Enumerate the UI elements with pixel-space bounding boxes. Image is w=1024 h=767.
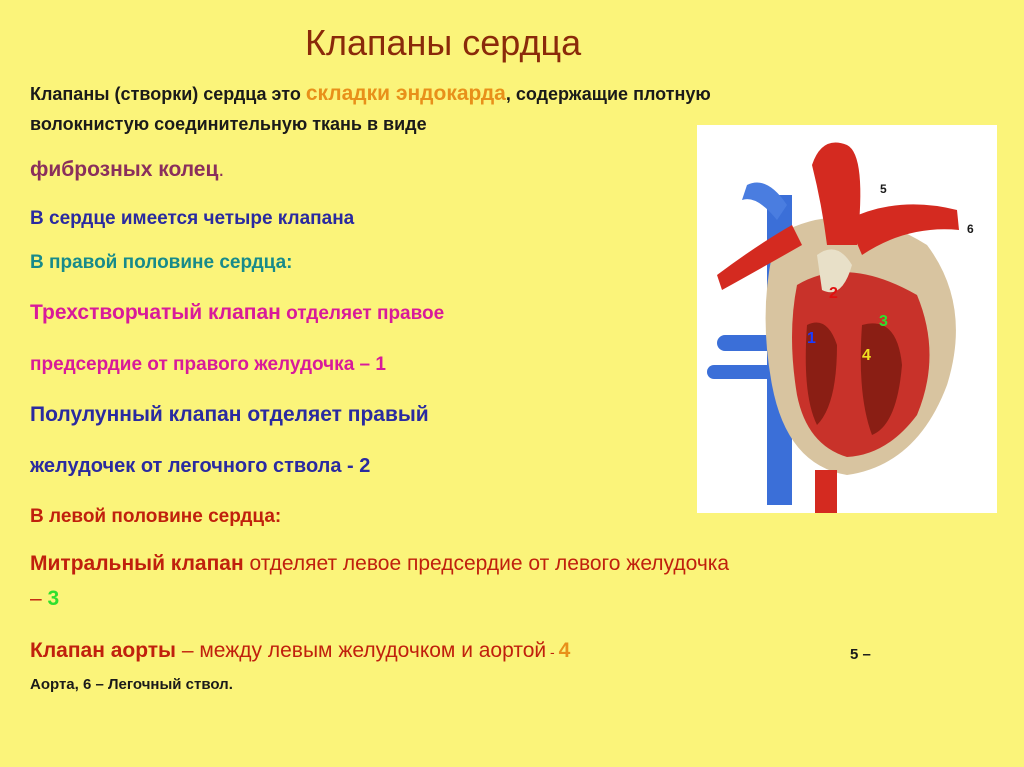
heart-drawing xyxy=(697,125,997,513)
page-title: Клапаны сердца xyxy=(305,22,582,63)
mitral-name: Митральный клапан xyxy=(30,552,244,575)
figure-label-1: 1 xyxy=(807,330,816,347)
note-end: Аорта, 6 – Легочный ствол. xyxy=(30,676,233,693)
mitral-number: 3 xyxy=(47,587,60,610)
intro-text-b: , содержащие плотную xyxy=(505,84,711,104)
fibrous-rings xyxy=(30,158,224,182)
fibrous-text: фиброзных колец xyxy=(30,158,219,181)
four-valves-text: В сердце имеется четыре клапана xyxy=(30,208,355,229)
intro-line-2: волокнистую соединительную ткань в виде xyxy=(30,114,427,134)
figure-label-3: 3 xyxy=(879,313,888,330)
aortic-rest: – между левым желудочком и аортой xyxy=(176,639,547,662)
descending-artery xyxy=(815,470,837,513)
figure-label-4: 4 xyxy=(862,347,871,364)
mitral-line-2 xyxy=(30,587,59,611)
fibrous-dot: . xyxy=(218,158,225,181)
mitral-dash: – xyxy=(30,587,48,610)
aortic-sep: - xyxy=(546,644,559,660)
semilunar-line-2: желудочек от легочного ствола - 2 xyxy=(30,455,371,477)
aortic-line-1 xyxy=(30,639,570,663)
tricuspid-line-2: предсердие от правого желудочка – 1 xyxy=(30,354,386,375)
figure-label-5: 5 xyxy=(880,182,887,196)
note-start: 5 – xyxy=(850,646,871,663)
intro-highlight: складки эндокарда xyxy=(305,82,506,105)
aortic-number: 4 xyxy=(558,639,571,662)
semilunar-line-1: Полулунный клапан отделяет правый xyxy=(30,403,429,426)
tricuspid-name: Трехстворчатый клапан xyxy=(30,301,281,324)
tricuspid-line-1 xyxy=(30,301,444,325)
vein-branch xyxy=(742,183,787,221)
figure-label-2: 2 xyxy=(829,285,838,302)
figure-label-6: 6 xyxy=(967,222,974,236)
left-half-heading: В левой половине сердца: xyxy=(30,506,282,527)
heart-illustration xyxy=(697,125,997,513)
tricuspid-rest: отделяет правое xyxy=(280,303,445,324)
mitral-line-1 xyxy=(30,552,729,576)
intro-text-a: Клапаны (створки) сердца это xyxy=(30,84,306,104)
intro-line-1 xyxy=(30,82,711,106)
mitral-rest: отделяет левое предсердие от левого желудочка xyxy=(243,552,730,575)
right-half-heading: В правой половине сердца: xyxy=(30,252,293,273)
pulmonary-vein-left-2 xyxy=(707,365,777,379)
aortic-name: Клапан аорты xyxy=(30,639,176,662)
